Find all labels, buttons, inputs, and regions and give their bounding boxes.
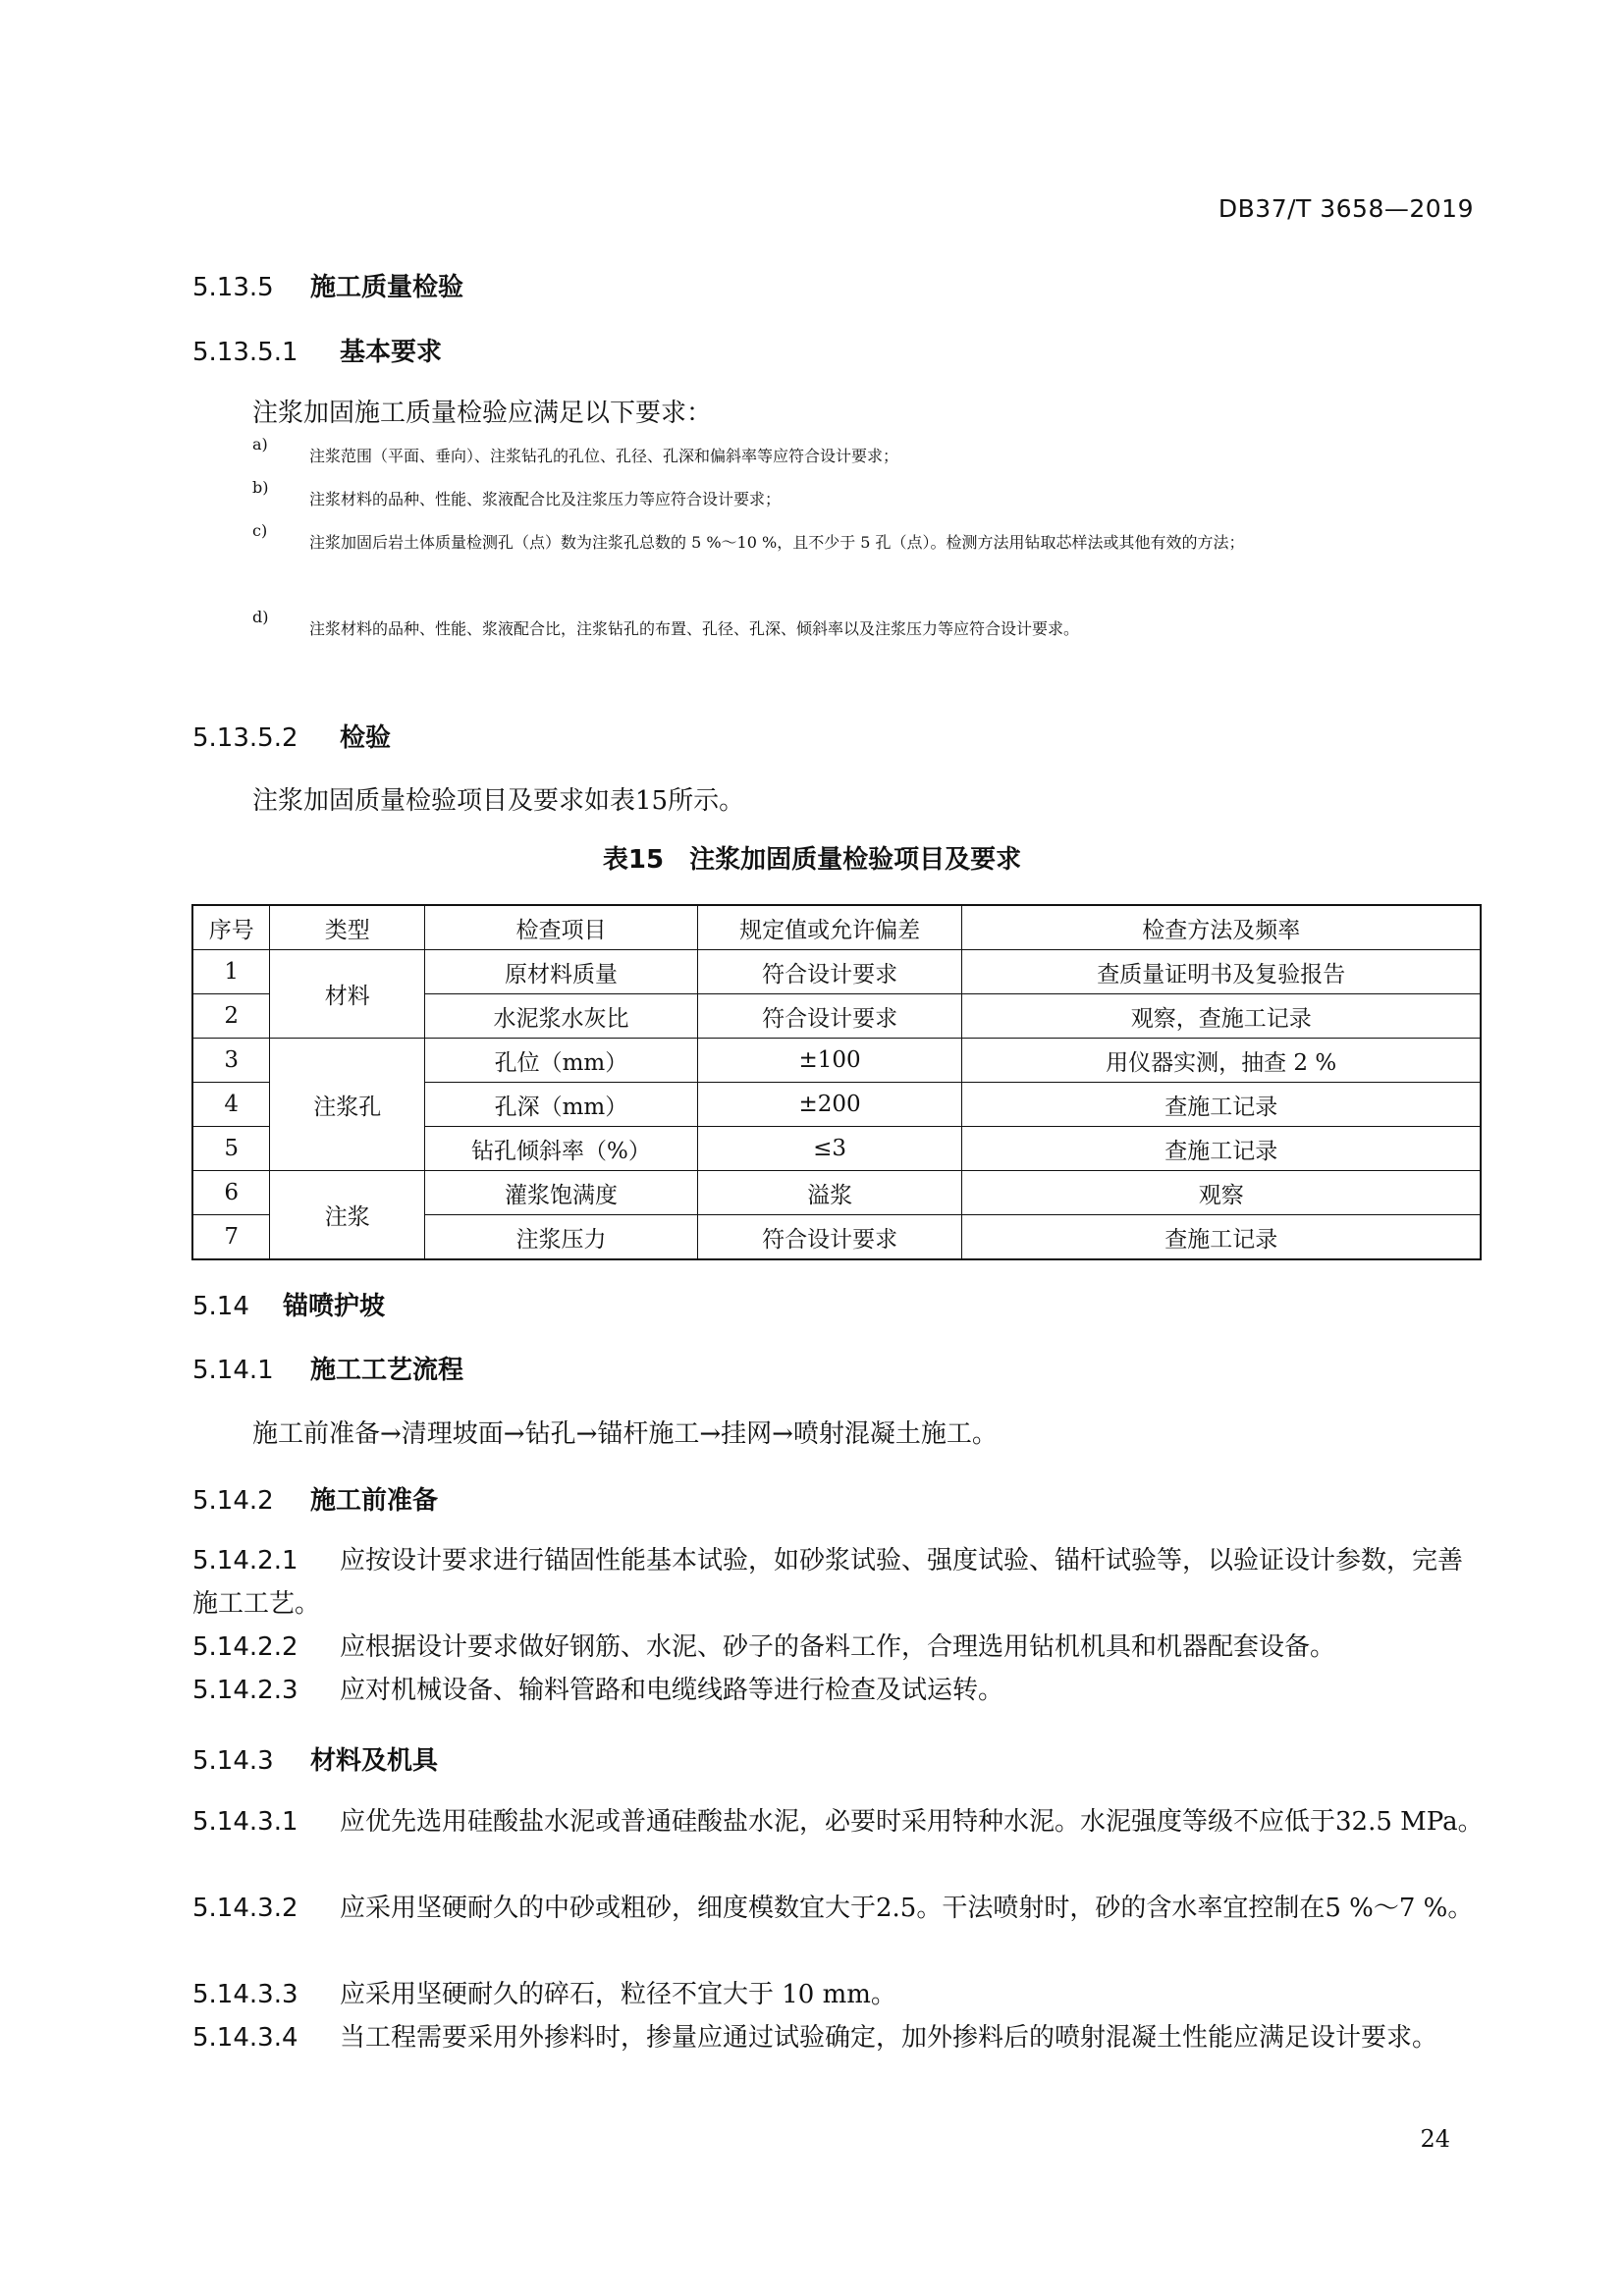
table-row	[192, 950, 1481, 994]
table-cell: 水泥浆水灰比	[425, 994, 698, 1039]
clause-number: 5.14.3.3	[192, 1980, 298, 2009]
table-cell: 溢浆	[697, 1171, 962, 1215]
table-cell: 原材料质量	[425, 950, 698, 994]
table-cell: ±200	[697, 1083, 962, 1127]
quality-inspection-table	[191, 904, 1482, 1260]
clause-text: 应根据设计要求做好钢筋、水泥、砂子的备料工作，合理选用钻机机具和机器配套设备。	[340, 1632, 1336, 1662]
clause-number: 5.14.3.2	[192, 1894, 298, 1923]
section-number: 5.14	[192, 1292, 249, 1321]
section-number: 5.13.5.1	[192, 338, 298, 367]
table-row	[192, 1039, 1481, 1083]
clause-5-14-2-1	[192, 1539, 1484, 1626]
table-cell: 7	[192, 1215, 270, 1260]
header-cell: 序号	[192, 905, 270, 950]
heading-5-13-5-1	[192, 332, 442, 368]
table-cell: 查施工记录	[962, 1215, 1481, 1260]
clause-5-14-3-4	[192, 2016, 1484, 2059]
clause-5-14-3-1	[192, 1800, 1484, 1843]
table-reference-text: 注浆加固质量检验项目及要求如表15所示。	[252, 786, 745, 816]
group-cell: 注浆	[270, 1171, 425, 1260]
table-header-row	[192, 905, 1481, 950]
section-title: 基本要求	[340, 338, 443, 367]
table-cell: 4	[192, 1083, 270, 1127]
header-cell: 规定值或允许偏差	[697, 905, 962, 950]
table-cell: 1	[192, 950, 270, 994]
table-cell: 2	[192, 994, 270, 1039]
list-item-c	[252, 521, 1424, 564]
list-text: 注浆材料的品种、性能、浆液配合比，注浆钻孔的布置、孔径、孔深、倾斜率以及注浆压力等应符合设计要求。	[309, 619, 1080, 638]
clause-text: 应对机械设备、输料管路和电缆线路等进行检查及试运转。	[340, 1676, 1004, 1705]
clause-text: 应采用坚硬耐久的中砂或粗砂，细度模数宜大于2.5。干法喷射时，砂的含水率宜控制在5 %～7 %。	[340, 1894, 1474, 1923]
table-caption: 表15 注浆加固质量检验项目及要求	[602, 845, 1022, 875]
clause-number: 5.14.2.1	[192, 1546, 298, 1575]
clause-5-14-3-2	[192, 1887, 1484, 1930]
table-cell: 用仪器实测，抽查 2 %	[962, 1039, 1481, 1083]
header-cell: 类型	[270, 905, 425, 950]
table-cell: 查施工记录	[962, 1083, 1481, 1127]
table-cell: 孔深（mm）	[425, 1083, 698, 1127]
table-cell: ≤3	[697, 1127, 962, 1171]
table-cell: 灌浆饱满度	[425, 1171, 698, 1215]
heading-5-13-5	[192, 267, 463, 303]
clause-number: 5.14.3.4	[192, 2023, 298, 2053]
table-cell: 查质量证明书及复验报告	[962, 950, 1481, 994]
list-label: c)	[252, 521, 268, 540]
clause-text: 应按设计要求进行锚固性能基本试验，如砂浆试验、强度试验、锚杆试验等，以验证设计参数，完善施工工艺。	[192, 1546, 1464, 1619]
heading-5-14-3	[192, 1740, 438, 1777]
table-cell: 观察，查施工记录	[962, 994, 1481, 1039]
group-cell: 材料	[270, 950, 425, 1039]
table-cell: 符合设计要求	[697, 994, 962, 1039]
clause-number: 5.14.2.3	[192, 1676, 298, 1705]
section-number: 5.13.5	[192, 273, 274, 302]
table-cell: 查施工记录	[962, 1127, 1481, 1171]
clause-text: 当工程需要采用外掺料时，掺量应通过试验确定，加外掺料后的喷射混凝土性能应满足设计要求。	[340, 2023, 1438, 2053]
heading-5-14-1	[192, 1350, 463, 1386]
list-item-a	[252, 435, 1424, 478]
heading-5-14	[192, 1286, 385, 1322]
list-item-b	[252, 478, 1424, 521]
page-number: 24	[1420, 2125, 1450, 2153]
section-number: 5.13.5.2	[192, 723, 298, 753]
clause-number: 5.14.3.1	[192, 1807, 298, 1837]
clause-text: 应优先选用硅酸盐水泥或普通硅酸盐水泥，必要时采用特种水泥。水泥强度等级不应低于32.5 MPa。	[340, 1807, 1484, 1837]
section-title: 锚喷护坡	[283, 1292, 386, 1321]
intro-text: 注浆加固施工质量检验应满足以下要求：	[252, 399, 713, 428]
clause-5-14-2-3	[192, 1669, 1484, 1712]
table-cell: 孔位（mm）	[425, 1039, 698, 1083]
clause-number: 5.14.2.2	[192, 1632, 298, 1662]
table-row	[192, 1171, 1481, 1215]
section-title: 施工前准备	[310, 1486, 439, 1516]
clause-5-14-2-2	[192, 1626, 1484, 1669]
process-flow-text: 施工前准备→清理坡面→钻孔→锚杆施工→挂网→喷射混凝土施工。	[252, 1419, 998, 1449]
list-label: d)	[252, 608, 269, 626]
table-cell: ±100	[697, 1039, 962, 1083]
section-number: 5.14.1	[192, 1356, 274, 1385]
list-label: b)	[252, 478, 269, 497]
table-cell: 符合设计要求	[697, 950, 962, 994]
list-item-d	[252, 608, 1424, 651]
table-cell: 符合设计要求	[697, 1215, 962, 1260]
section-title: 施工质量检验	[310, 273, 464, 302]
table-cell: 6	[192, 1171, 270, 1215]
table-cell: 注浆压力	[425, 1215, 698, 1260]
table-cell: 3	[192, 1039, 270, 1083]
document-code: DB37/T 3658—2019	[1218, 194, 1474, 223]
section-title: 施工工艺流程	[310, 1356, 464, 1385]
list-text: 注浆加固后岩土体质量检测孔（点）数为注浆孔总数的 5 %～10 %，且不少于 5 孔（点）。检测方法用钻取芯样法或其他有效的方法；	[309, 533, 1245, 552]
section-number: 5.14.2	[192, 1486, 274, 1516]
clause-5-14-3-3	[192, 1973, 1484, 2016]
heading-5-14-2	[192, 1480, 438, 1517]
section-title: 检验	[340, 723, 392, 753]
table-cell: 观察	[962, 1171, 1481, 1215]
heading-5-13-5-2	[192, 718, 391, 754]
section-title: 材料及机具	[310, 1746, 439, 1776]
clause-text: 应采用坚硬耐久的碎石，粒径不宜大于 10 mm。	[340, 1980, 896, 2009]
list-text: 注浆材料的品种、性能、浆液配合比及注浆压力等应符合设计要求；	[309, 490, 782, 508]
group-cell: 注浆孔	[270, 1039, 425, 1171]
header-cell: 检查方法及频率	[962, 905, 1481, 950]
table-cell: 5	[192, 1127, 270, 1171]
table-cell: 钻孔倾斜率（%）	[425, 1127, 698, 1171]
list-label: a)	[252, 435, 268, 454]
list-text: 注浆范围（平面、垂向）、注浆钻孔的孔位、孔径、孔深和偏斜率等应符合设计要求；	[309, 447, 899, 465]
header-cell: 检查项目	[425, 905, 698, 950]
section-number: 5.14.3	[192, 1746, 274, 1776]
